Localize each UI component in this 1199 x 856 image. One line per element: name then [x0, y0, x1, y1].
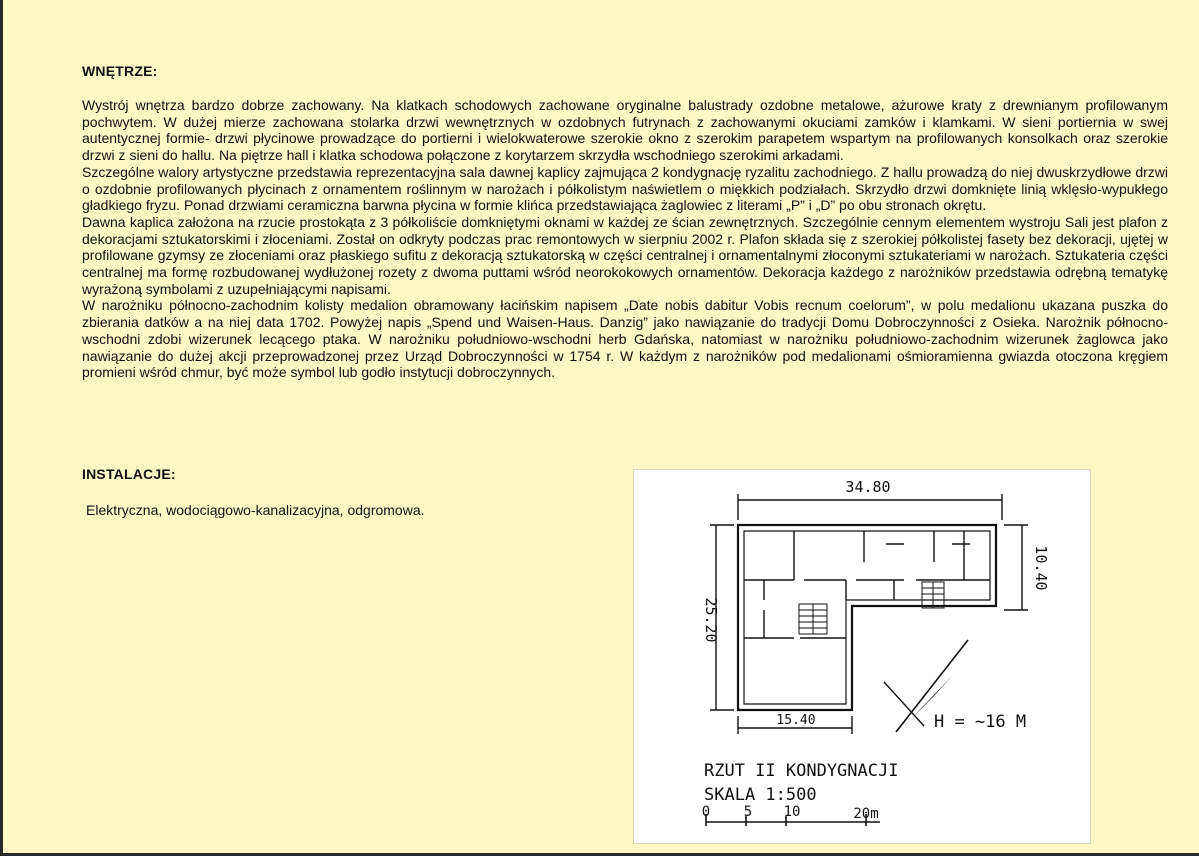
dimension-left-label: 25.20: [702, 597, 720, 643]
scale-tick-0: 0: [701, 804, 711, 820]
interior-description: [82, 97, 1168, 381]
scale-tick-20: 20m: [853, 806, 879, 822]
interior-heading: WNĘTRZE:: [82, 63, 158, 79]
installations-heading: INSTALACJE:: [82, 466, 176, 482]
interior-paragraph-2: Szczególne walory artystyczne przedstawia reprezentacyjna sala dawnej kaplicy zajmująca 2 kondygnację ryzalitu zachodniego. Z hallu prowadzą do niej dwuskrzydłowe drzwi o ozdobnie profilowanych płycinach z ornamentem roślinnym w narożach i półkolistym naświetlem o miękkich podziałach. Skrzydło drzwi domknięte linią wklęsło-wypukłego gładkiego fryzu. Ponad drzwiami ceramiczna barwna płycina w formie klińca przedstawiająca żaglowiec z literami „P” i „D” po obu stronach okrętu.: [82, 163, 1168, 214]
floor-plan-svg: [634, 470, 1090, 843]
installations-text: Elektryczna, wodociągowo-kanalizacyjna, odgromowa.: [86, 502, 425, 518]
plan-caption-scale: SKALA 1:500: [704, 785, 817, 805]
plan-caption-title: RZUT II KONDYGNACJI: [704, 761, 899, 781]
staircase-west: [799, 604, 827, 634]
interior-paragraph-4: W narożniku północno-zachodnim kolisty medalion obramowany łacińskim napisem „Date nobis dabitur Vobis recnum coelorum”, w polu medalionu ukazana puszka do zbierania datków a na niej data 1702. Powyżej napis „Spend und Waisen-Haus. Danzig” jako nawiązanie do tradycji Domu Dobroczynności z Osieka. Narożnik północno-wschodni zdobi wizerunek lecącego ptaka. W narożniku południowo-wschodni herb Gdańska, natomiast w narożniku południowo-zachodnim wizerunek żaglowca jako nawiązanie do dużej akcji przeprowadzonej przez Urząd Dobroczynności w 1754 r. W każdym z narożników pod medalionami ośmioramienna gwiazda otoczona kręgiem promieni wśród chmur, być może symbol lub godło instytucji dobroczynnych.: [82, 297, 1168, 381]
dimension-right-label: 10.40: [1032, 545, 1050, 591]
floor-plan-drawing: [633, 469, 1091, 844]
dimension-top-label: 34.80: [845, 478, 891, 496]
scale-tick-5: 5: [743, 804, 753, 820]
interior-walls: [744, 531, 990, 638]
staircase-east: [922, 582, 944, 608]
dimension-bottom-label: 15.40: [776, 713, 816, 728]
scale-tick-10: 10: [783, 804, 801, 820]
interior-paragraph-3: Dawna kaplica założona na rzucie prostokąta z 3 półkoliście domkniętymi oknami w każdej ze ścian zewnętrznych. Szczególnie cennym elementem wystroju Sali jest plafon z dekoracjami sztukatorskimi i złoceniami. Został on odkryty podczas prac remontowych w sierpniu 2002 r. Plafon składa się z szerokiej półkolistej fasety bez dekoracji, ujętej w profilowane gzymsy ze złoceniami oraz płaskiego sufitu z dekoracją sztukatorską w części centralnej i ornamentalnymi złoconymi sztukateriami w narożach. Sztukateria części centralnej ma formę rozbudowanej wydłużonej rozety z dwoma puttami wśród neorokokowych ornamentów. Dekoracja każdego z narożników przedstawia odrębną tematykę wyrażoną symbolami z uzupełniającymi napisami.: [82, 213, 1168, 297]
height-note: H = ~16 M: [934, 712, 1027, 732]
interior-paragraph-1: Wystrój wnętrza bardzo dobrze zachowany. Na klatkach schodowych zachowane oryginalne balustrady ozdobne metalowe, ażurowe kraty z drewnianym profilowanym pochwytem. W dużej mierze zachowana stolarka drzwi wewnętrznych w ozdobnych futrynach z zachowanymi okuciami zamków i klamkami. W sieni portiernia w swej autentycznej formie- drzwi płycinowe prowadzące do portierni i wielokwaterowe szerokie okno z szerokim parapetem wspartym na profilowanych konsolkach oraz szerokie drzwi z sieni do hallu. Na piętrze hall i klatka schodowa połączone z korytarzem skrzydła wschodniego szerokimi arkadami.: [82, 97, 1168, 164]
building-outline: [738, 525, 996, 710]
